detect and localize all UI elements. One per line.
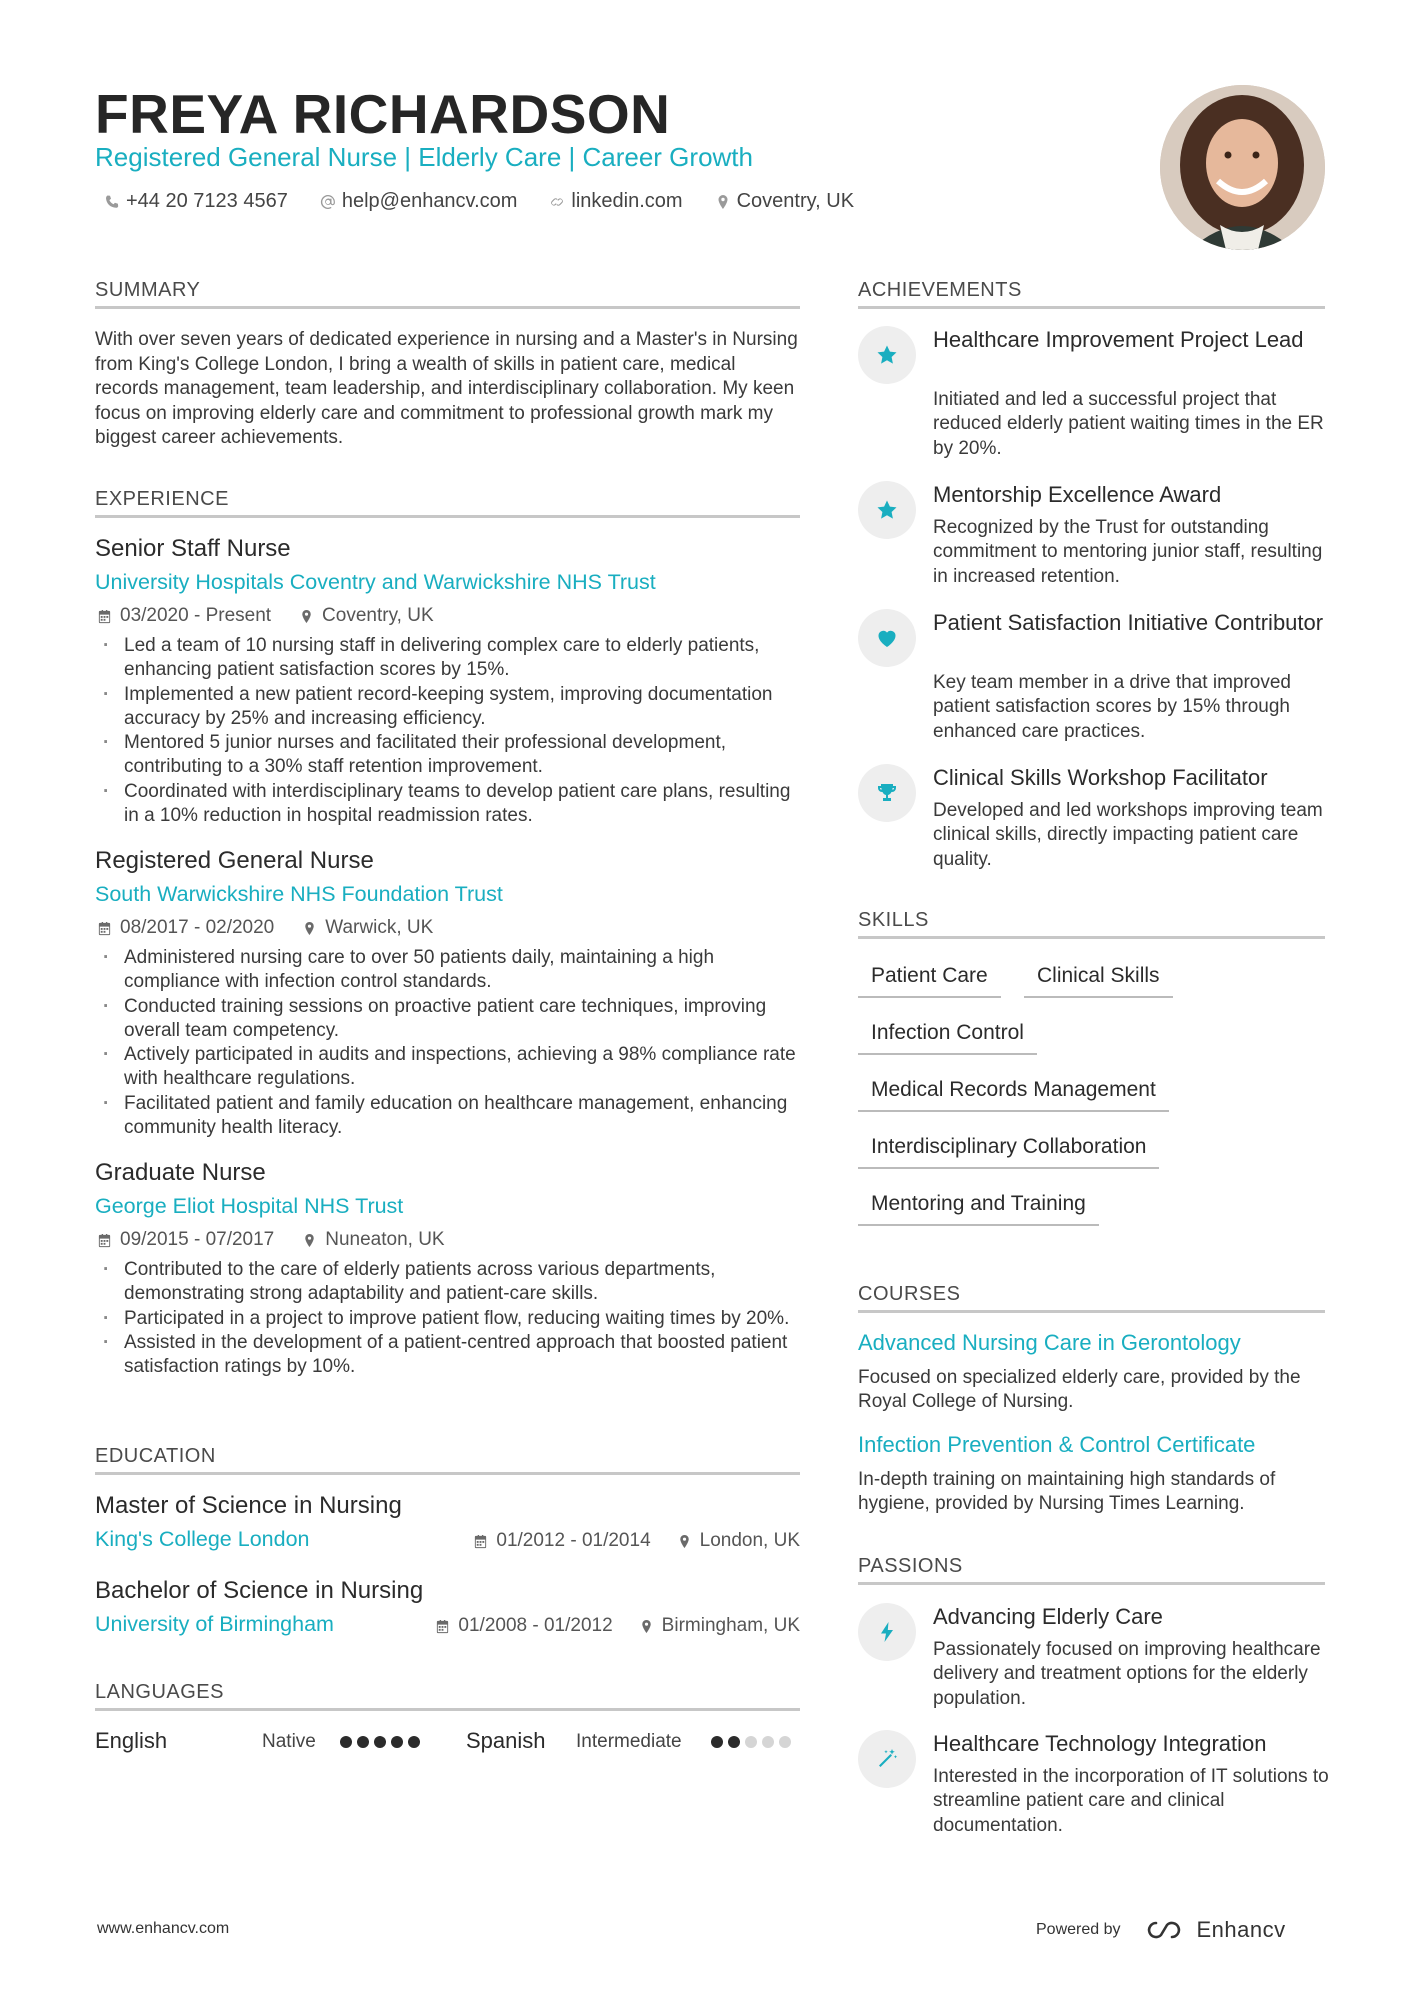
powered-by-text: Powered by (1036, 1921, 1121, 1938)
achievement-title: Patient Satisfaction Initiative Contributor (933, 610, 1324, 635)
list-item: · Coordinated with interdisciplinary teams to develop patient care plans, resulting in a 10% reduction in hospital readmission rates. (95, 780, 800, 829)
rating-dot-filled (728, 1736, 740, 1748)
contact-location (715, 190, 854, 213)
language-rating (340, 1736, 420, 1748)
enhancv-logo-icon (1145, 1919, 1189, 1941)
skill-tag: Mentoring and Training (858, 1192, 1099, 1226)
passions-heading: PASSIONS (858, 1555, 963, 1577)
phone-text: +44 20 7123 4567 (126, 190, 288, 212)
calendar-icon (97, 1233, 112, 1248)
education-location: London, UK (699, 1530, 800, 1551)
course-desc: In-depth training on maintaining high standards of hygiene, provided by Nursing Times Learning. (858, 1469, 1276, 1515)
email-text: help@enhancv.com (341, 190, 518, 212)
linkedin-text: linkedin.com (571, 190, 683, 212)
at-icon (320, 194, 336, 210)
passion-desc: Passionately focused on improving healthcare delivery and treatment options for the elderly population. (933, 1639, 1321, 1709)
rating-dot-filled (340, 1736, 352, 1748)
job-meta (97, 605, 434, 627)
education-dates: 01/2012 - 01/2014 (496, 1530, 651, 1551)
course-desc: Focused on specialized elderly care, provided by the Royal College of Nursing. (858, 1367, 1301, 1413)
location-pin-icon (299, 609, 314, 624)
rating-dot-empty (745, 1736, 757, 1748)
skills-divider (858, 936, 1325, 939)
education-dates: 01/2008 - 01/2012 (458, 1615, 613, 1636)
list-item: · Actively participated in audits and inspections, achieving a 98% compliance rate with healthcare regulations. (95, 1043, 800, 1092)
phone-icon (104, 194, 120, 210)
enhancv-logo[interactable] (1145, 1917, 1286, 1943)
skill-tag: Clinical Skills (1024, 964, 1173, 998)
job-dates: 08/2017 - 02/2020 (120, 917, 275, 938)
rating-dot-filled (391, 1736, 403, 1748)
location-pin-icon (677, 1534, 692, 1549)
profile-photo (1160, 85, 1325, 250)
list-item: · Implemented a new patient record-keeping system, improving documentation accuracy by 25% and increasing efficiency. (95, 683, 800, 732)
location-pin-icon (715, 194, 731, 210)
passion-desc: Interested in the incorporation of IT solutions to streamline patient care and clinical documentation. (933, 1766, 1329, 1836)
languages-heading: LANGUAGES (95, 1681, 224, 1703)
calendar-icon (97, 609, 112, 624)
achievement-desc: Key team member in a drive that improved patient satisfaction scores by 15% through enhanced care practices. (933, 672, 1291, 742)
candidate-tagline: Registered General Nurse | Elderly Care | Career Growth (95, 142, 753, 172)
achievement-desc: Recognized by the Trust for outstanding commitment to mentoring junior staff, resulting in increased retention. (933, 517, 1323, 587)
list-item: · Mentored 5 junior nurses and facilitated their professional development, contributing to a 30% staff retention improvement. (95, 731, 800, 780)
skill-tag: Interdisciplinary Collaboration (858, 1135, 1159, 1169)
job-location: Nuneaton, UK (325, 1229, 445, 1250)
skill-tag: Patient Care (858, 964, 1001, 998)
achievements-divider (858, 306, 1325, 309)
job-bullets (95, 1258, 800, 1379)
job-title: Graduate Nurse (95, 1159, 266, 1186)
language-level: Native (262, 1731, 316, 1752)
passion-title: Advancing Elderly Care (933, 1604, 1163, 1629)
language-level: Intermediate (576, 1731, 682, 1752)
contact-linkedin[interactable] (549, 190, 682, 213)
list-item: · Participated in a project to improve patient flow, reducing waiting times by 20%. (95, 1307, 800, 1331)
skill-tag: Medical Records Management (858, 1078, 1169, 1112)
job-company: South Warwickshire NHS Foundation Trust (95, 882, 503, 906)
rating-dot-filled (711, 1736, 723, 1748)
job-title: Senior Staff Nurse (95, 535, 291, 562)
job-company: University Hospitals Coventry and Warwickshire NHS Trust (95, 570, 656, 594)
passion-title: Healthcare Technology Integration (933, 1731, 1267, 1756)
contact-phone (104, 190, 288, 213)
summary-divider (95, 306, 800, 309)
job-location: Coventry, UK (322, 605, 434, 626)
language-rating (711, 1736, 791, 1748)
magic-wand-icon (858, 1730, 916, 1788)
job-bullets (95, 634, 800, 828)
education-school: University of Birmingham (95, 1612, 334, 1636)
location-text: Coventry, UK (736, 190, 855, 212)
experience-divider (95, 515, 800, 518)
language-name: Spanish (466, 1728, 546, 1753)
calendar-icon (435, 1619, 450, 1634)
job-bullets (95, 946, 800, 1140)
list-item: · Facilitated patient and family education on healthcare management, enhancing community health literacy. (95, 1092, 800, 1141)
achievement-desc: Developed and led workshops improving team clinical skills, directly impacting patient care quality. (933, 800, 1323, 870)
achievement-title: Clinical Skills Workshop Facilitator (933, 765, 1268, 790)
bolt-icon (858, 1603, 916, 1661)
summary-text: With over seven years of dedicated experience in nursing and a Master's in Nursing from King's College London, I bring a wealth of skills in patient care, medical records management, team leadership, and interdisciplinary collaboration. My keen focus on improving elderly care and commitment to professional growth mark my biggest career achievements. (95, 329, 798, 448)
list-item: · Led a team of 10 nursing staff in delivering complex care to elderly patients, enhancing patient satisfaction scores by 15%. (95, 634, 800, 683)
candidate-name: FREYA RICHARDSON (95, 83, 671, 145)
contact-bar (104, 190, 854, 213)
job-dates: 09/2015 - 07/2017 (120, 1229, 275, 1250)
experience-heading: EXPERIENCE (95, 488, 229, 510)
heart-icon (858, 609, 916, 667)
course-title: Advanced Nursing Care in Gerontology (858, 1330, 1241, 1355)
job-meta (97, 917, 433, 939)
job-location: Warwick, UK (325, 917, 434, 938)
star-icon (858, 481, 916, 539)
achievements-heading: ACHIEVEMENTS (858, 279, 1022, 301)
star-icon (858, 326, 916, 384)
course-title: Infection Prevention & Control Certificate (858, 1432, 1256, 1457)
achievement-title: Mentorship Excellence Award (933, 482, 1222, 507)
rating-dot-filled (357, 1736, 369, 1748)
footer-brand (1036, 1917, 1286, 1943)
job-dates: 03/2020 - Present (120, 605, 272, 626)
contact-email[interactable] (320, 190, 518, 213)
courses-divider (858, 1310, 1325, 1313)
passions-divider (858, 1582, 1325, 1585)
location-pin-icon (639, 1619, 654, 1634)
education-degree: Master of Science in Nursing (95, 1492, 402, 1519)
summary-heading: SUMMARY (95, 279, 201, 301)
languages-divider (95, 1708, 800, 1711)
education-degree: Bachelor of Science in Nursing (95, 1577, 424, 1604)
trophy-icon (858, 764, 916, 822)
education-heading: EDUCATION (95, 1445, 216, 1467)
rating-dot-filled (374, 1736, 386, 1748)
list-item: · Assisted in the development of a patient-centred approach that boosted patient satisfaction ratings by 10%. (95, 1331, 800, 1380)
achievement-desc: Initiated and led a successful project that reduced elderly patient waiting times in the ER by 20%. (933, 389, 1324, 459)
education-location: Birmingham, UK (661, 1615, 800, 1636)
skills-heading: SKILLS (858, 909, 929, 931)
list-item: · Contributed to the care of elderly patients across various departments, demonstrating strong adaptability and patient-care skills. (95, 1258, 800, 1307)
rating-dot-empty (779, 1736, 791, 1748)
education-school: King's College London (95, 1527, 310, 1551)
calendar-icon (97, 921, 112, 936)
achievement-title: Healthcare Improvement Project Lead (933, 327, 1304, 352)
language-name: English (95, 1728, 168, 1753)
rating-dot-filled (408, 1736, 420, 1748)
courses-heading: COURSES (858, 1283, 961, 1305)
calendar-icon (473, 1534, 488, 1549)
job-meta (97, 1229, 445, 1251)
brand-name: Enhancv (1196, 1917, 1286, 1942)
education-divider (95, 1472, 800, 1475)
education-meta (473, 1530, 800, 1552)
list-item: · Administered nursing care to over 50 patients daily, maintaining a high compliance with infection control standards. (95, 946, 800, 995)
footer-website[interactable]: www.enhancv.com (97, 1920, 230, 1937)
job-company: George Eliot Hospital NHS Trust (95, 1194, 404, 1218)
job-title: Registered General Nurse (95, 847, 374, 874)
rating-dot-empty (762, 1736, 774, 1748)
location-pin-icon (302, 1233, 317, 1248)
link-icon (549, 194, 565, 210)
location-pin-icon (302, 921, 317, 936)
skill-tag: Infection Control (858, 1021, 1037, 1055)
list-item: · Conducted training sessions on proactive patient care techniques, improving overall team competency. (95, 995, 800, 1044)
education-meta (435, 1615, 800, 1637)
